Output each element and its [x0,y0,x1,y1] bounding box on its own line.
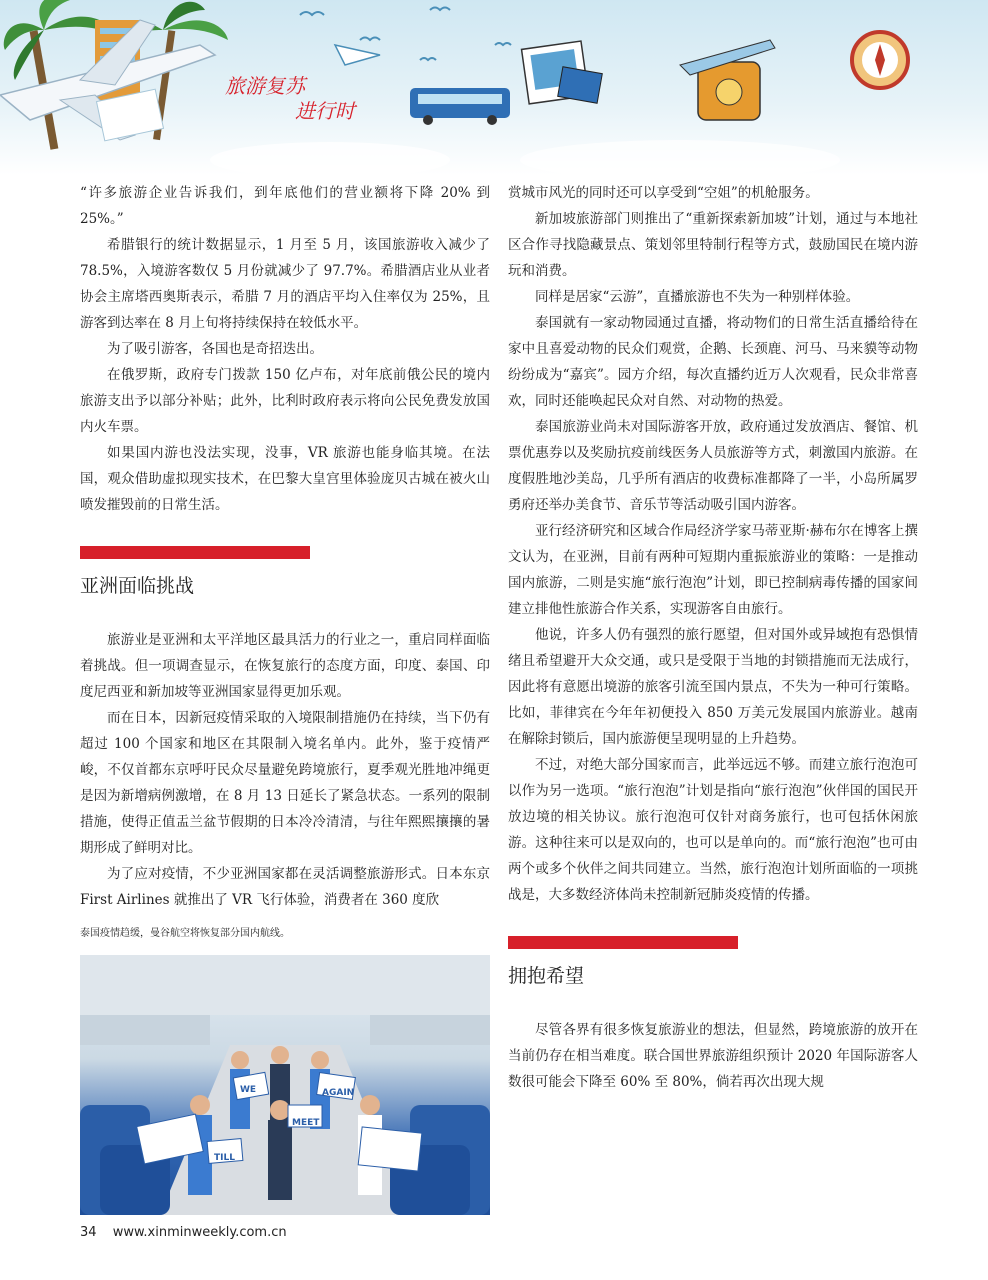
paragraph: 泰国就有一家动物园通过直播，将动物们的日常生活直播给待在家中且喜爱动物的民众们观赏，企鹅、长颈鹿、河马、马来貘等动物纷纷成为“嘉宾”。园方介绍，每次直播约近万人次观看，民众非常喜欢，同时还能唤起民众对自然、对动物的热爱。 [508,315,918,409]
paragraph: 为了应对疫情，不少亚洲国家都在灵活调整旅游形式。日本东京 First Airlines 就推出了 VR 飞行体验，消费者在 360 度欣 [80,866,490,908]
page-footer [80,1225,287,1240]
header-title-line2: 进行时 [295,99,355,123]
header-title-line1: 旅游复苏 [225,74,305,98]
cabin-photo-illustration [80,955,490,1215]
page-number: 34 [80,1225,97,1240]
photos-icon [522,41,603,104]
left-column [80,180,490,1215]
paragraph: 为了吸引游客，各国也是奇招迭出。 [107,341,323,357]
paragraph: 在俄罗斯，政府专门拨款 150 亿卢布，对年底前俄公民的境内旅游支出予以部分补贴；此外，比利时政府表示将向公民免费发放国内火车票。 [80,367,490,435]
paragraph: 尽管各界有很多恢复旅游业的想法，但显然，跨境旅游的放开在当前仍存在相当难度。联合国世界旅游组织预计 2020 年国际游客人数很可能会下降至 60% 至 80%，倘若再次出现大规 [508,1022,918,1090]
photo-sign-text: AGAIN [322,1088,355,1098]
compass-icon [852,32,908,88]
paragraph: 不过，对绝大部分国家而言，此举远远不够。而建立旅行泡泡可以作为另一选项。“旅行泡泡”计划是指向“旅行泡泡”伙伴国的国民开放边境的相关协议。旅行泡泡可仅针对商务旅行，也可包括休闲旅游。这种往来可以是双向的，也可以是单向的。而“旅行泡泡”也可由两个或多个伙伴之间共同建立。当然，旅行泡泡计划所面临的一项挑战是，大多数经济体尚未控制新冠肺炎疫情的传播。 [508,757,918,903]
section-divider-bar [508,936,738,949]
photo-caption: 泰国疫情趋缓，曼谷航空将恢复部分国内航线。 [80,928,290,939]
luggage-icon [698,62,760,120]
section-title: 拥抱希望 [508,965,585,987]
paragraph: 亚行经济研究和区域合作局经济学家马蒂亚斯·赫布尔在博客上撰文认为，在亚洲，目前有两种可短期内重振旅游业的策略：一是推动国内旅游，二则是实施“旅行泡泡”计划，即已控制病毒传播的国家间建立排他性旅游合作关系，实现游客自由旅行。 [508,523,918,617]
header-banner [0,0,988,175]
photo-sign-text: TILL [214,1153,235,1163]
paragraph: 同样是居家“云游”，直播旅游也不失为一种别样体验。 [535,289,860,305]
paper-plane-icon [335,45,380,65]
header-illustration [0,0,988,175]
paragraph: 新加坡旅游部门则推出了“重新探索新加坡”计划，通过与本地社区合作寻找隐藏景点、策划邻里特制行程等方式，鼓励国民在境内游玩和消费。 [508,211,918,279]
section-title: 亚洲面临挑战 [80,575,195,597]
paragraph: 而在日本，因新冠疫情采取的入境限制措施仍在持续，当下仍有超过 100 个国家和地区在其限制入境名单内。此外，鉴于疫情严峻，不仅首都东京呼吁民众尽量避免跨境旅行，夏季观光胜地冲绳更是因为新增病例激增，在 8 月 13 日延长了紧急状态。一系列的限制措施，使得正值盂兰盆节假期的日本冷冷清清，与往年熙熙攘攘的暑期形成了鲜明对比。 [80,710,490,856]
photo-sign-text: WE [240,1085,257,1095]
paragraph: 赏城市风光的同时还可以享受到“空姐”的机舱服务。 [508,185,819,201]
paragraph: 希腊银行的统计数据显示，1 月至 5 月，该国旅游收入减少了 78.5%，入境游客数仅 5 月份就减少了 97.7%。希腊酒店业从业者协会主席塔西奥斯表示，希腊 7 月的酒店平均入住率仅为 25%，且游客到达率在 8 月上旬将持续保持在较低水平。 [80,237,490,331]
paragraph: 他说，许多人仍有强烈的旅行愿望，但对国外或异域抱有恐惧情绪且希望避开大众交通，或只是受限于当地的封锁措施而无法成行，因此将有意愿出境游的旅客引流至国内景点，不失为一种可行策略。比如，菲律宾在今年年初便投入 850 万美元发展国内旅游业。越南在解除封锁后，国内旅游便呈现明显的上升趋势。 [508,627,918,747]
paragraph: 如果国内游也没法实现，没事，VR 旅游也能身临其境。在法国，观众借助虚拟现实技术，在巴黎大皇宫里体验庞贝古城在被火山喷发摧毁前的日常生活。 [80,445,490,513]
paragraph: “许多旅游企业告诉我们，到年底他们的营业额将下降 20% 到 25%。” [80,185,490,227]
paragraph: 旅游业是亚洲和太平洋地区最具活力的行业之一，重启同样面临着挑战。但一项调查显示，在恢复旅行的态度方面，印度、泰国、印度尼西亚和新加坡等亚洲国家显得更加乐观。 [80,632,490,700]
website-url: www.xinminweekly.com.cn [112,1225,287,1240]
bus-icon [410,88,510,125]
photo-sign-text: MEET [292,1118,320,1128]
right-column [508,180,918,1095]
cabin-crew-photo [80,955,490,1215]
paragraph: 泰国旅游业尚未对国际游客开放，政府通过发放酒店、餐馆、机票优惠券以及奖励抗疫前线医务人员旅游等方式，刺激国内旅游。在度假胜地沙美岛，几乎所有酒店的收费标准都降了一半，小岛所属罗勇府还举办美食节、音乐节等活动吸引国内游客。 [508,419,918,513]
section-divider-bar [80,546,310,559]
